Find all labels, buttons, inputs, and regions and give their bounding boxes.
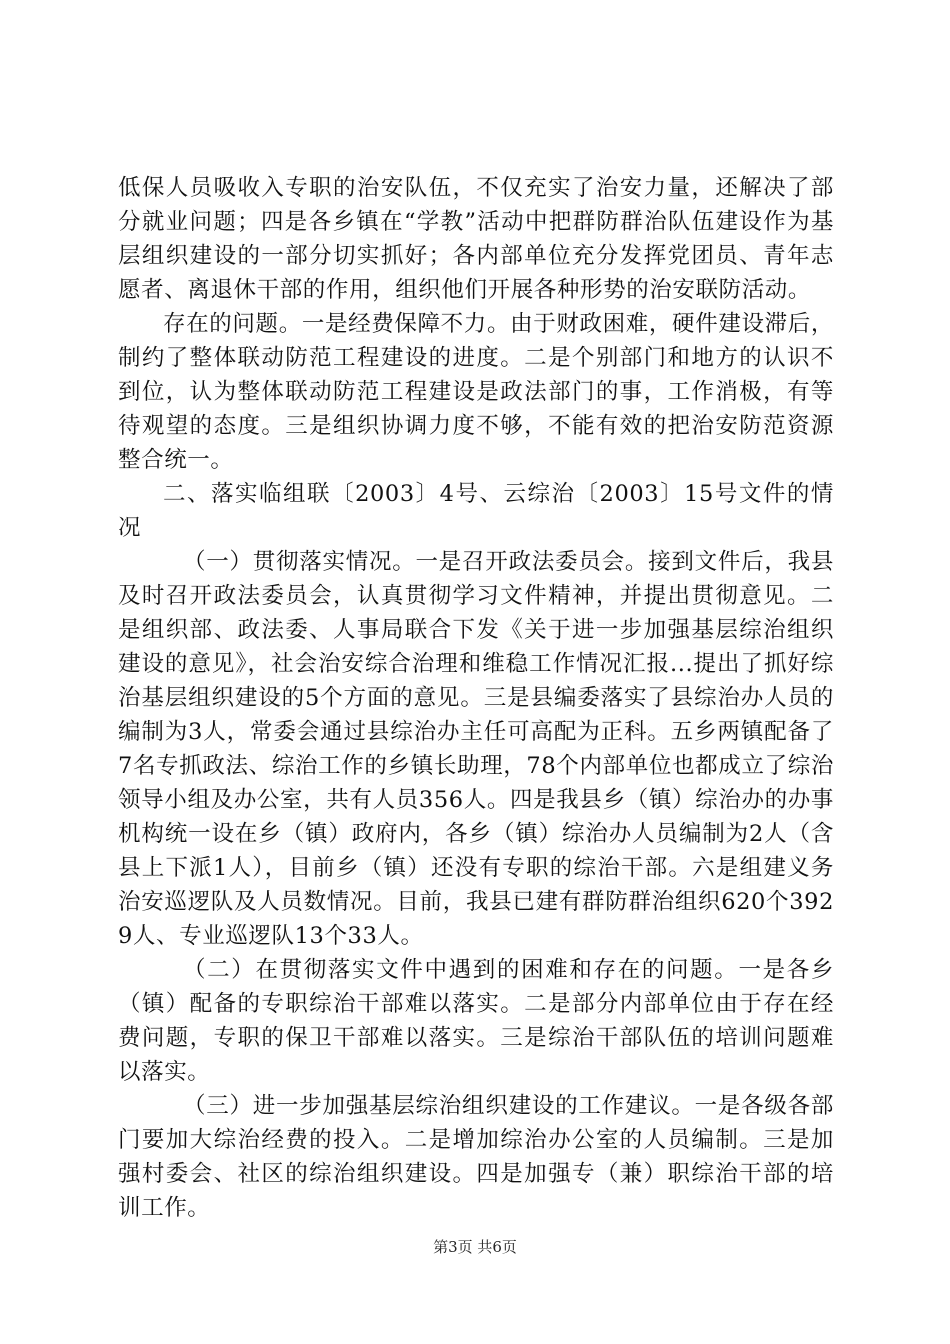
paragraph-2: 存在的问题。一是经费保障不力。由于财政困难，硬件建设滞后，制约了整体联动防范工程建设的进度。二是个别部门和地方的认识不到位，认为整体联动防范工程建设是政法部门的事，工作消极，有等待观望的态度。三是组织协调力度不够，不能有效的把治安防范资源整合统一。 — [118, 311, 834, 473]
paragraph-1: 低保人员吸收入专职的治安队伍，不仅充实了治安力量，还解决了部分就业问题；四是各乡镇在“学教”活动中把群防群治队伍建设作为基层组织建设的一部分切实抓好；各内部单位充分发挥党团员、青年志愿者、离退休干部的作用，组织他们开展各种形势的治安联防活动。 — [118, 175, 834, 303]
page-number-footer: 第3页 共6页 — [433, 1238, 517, 1256]
paragraph-5: （二）在贯彻落实文件中遇到的困难和存在的问题。一是各乡（镇）配备的专职综治干部难以落实。二是部分内部单位由于存在经费问题，专职的保卫干部难以落实。三是综治干部队伍的培训问题难以落实。 — [118, 957, 834, 1085]
document-body — [118, 171, 834, 1225]
paragraph-4: （一）贯彻落实情况。一是召开政法委员会。接到文件后，我县及时召开政法委员会，认真贯彻学习文件精神，并提出贯彻意见。二是组织部、政法委、人事局联合下发《关于进一步加强基层综治组织建设的意见》，社会治安综合治理和维稳工作情况汇报...提出了抓好综治基层组织建设的5个方面的意见。三是县编委落实了县综治办人员的编制为3人，常委会通过县综治办主任可高配为正科。五乡两镇配备了7名专抓政法、综治工作的乡镇长助理，78个内部单位也都成立了综治领导小组及办公室，共有人员356人。四是我县乡（镇）综治办的办事机构统一设在乡（镇）政府内，各乡（镇）综治办人员编制为2人（含县上下派1人），目前乡（镇）还没有专职的综治干部。六是组建义务治安巡逻队及人员数情况。目前，我县已建有群防群治组织620个3929人、专业巡逻队13个33人。 — [118, 549, 834, 949]
section-heading: 二、落实临组联〔2003〕4号、云综治〔2003〕15号文件的情况 — [118, 481, 834, 541]
paragraph-6: （三）进一步加强基层综治组织建设的工作建议。一是各级各部门要加大综治经费的投入。二是增加综治办公室的人员编制。三是加强村委会、社区的综治组织建设。四是加强专（兼）职综治干部的培训工作。 — [118, 1093, 834, 1221]
